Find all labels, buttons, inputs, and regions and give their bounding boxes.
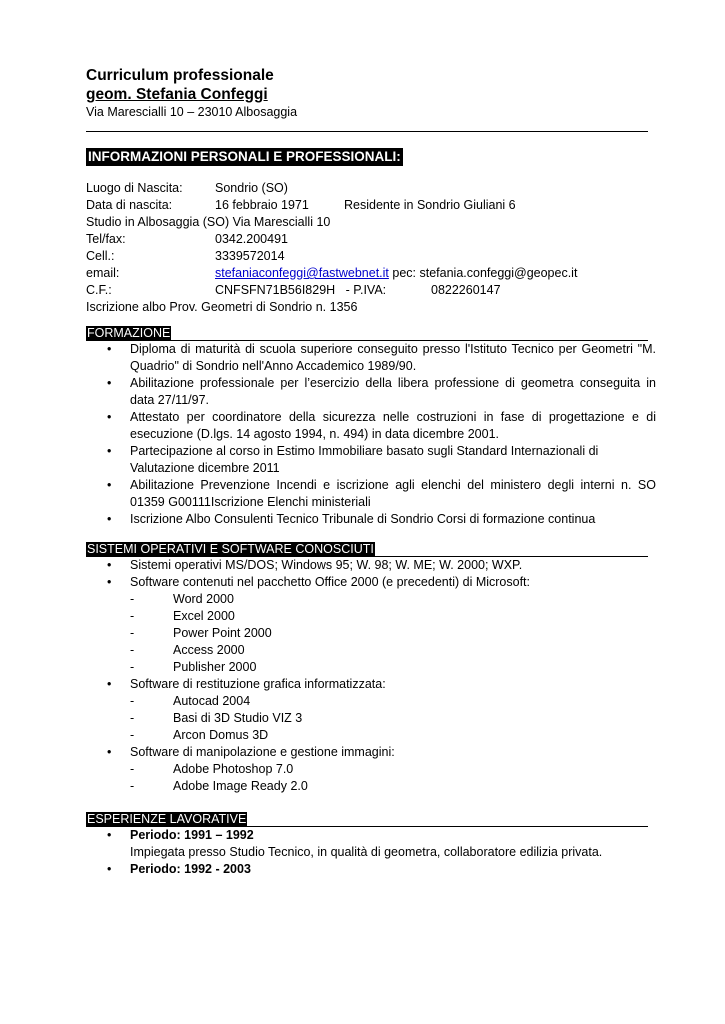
birthdate-value: 16 febbraio 1971 [215,198,309,212]
tel-label: Tel/fax: [86,232,126,246]
list-item: • Software di restituzione grafica informatizzata: [107,677,386,691]
esperienze-list [86,827,661,878]
birthplace-value: Sondrio (SO) [215,181,288,195]
cv-page [86,66,661,878]
bullet-icon: • [107,342,112,356]
esperienze-heading: ESPERIENZE LAVORATIVE [87,812,247,826]
dash-icon: - [130,728,135,742]
period-1-description: Impiegata presso Studio Tecnico, in qualità di geometra, collaboratore edilizia privata. [130,845,603,859]
header-divider [86,120,648,132]
bullet-icon: • [107,828,112,842]
list-item [86,827,656,861]
bullet-icon: • [107,862,112,876]
email-link[interactable]: stefaniaconfeggi@fastwebnet.it [215,266,389,280]
software-list [86,557,661,591]
dash-icon: - [130,643,135,657]
pec-text: pec: stefania.confeggi@geopec.it [388,266,578,280]
list-item: • Attestato per coordinatore della sicurezza nelle costruzioni in fase di progettazione e di esecuzione (D.lgs. 14 agosto 1994, n. 494) in data dicembre 2001. [107,410,656,441]
dash-icon: - [130,762,135,776]
bullet-icon: • [107,558,112,572]
list-item: • Abilitazione professionale per l’esercizio della libera professione di geometra conseguita in data 27/11/97. [107,376,656,407]
sub-list-item: - Publisher 2000 [130,660,257,674]
dash-icon: - [130,779,135,793]
sub-list-item: - Word 2000 [130,592,234,606]
tel-value: 0342.200491 [215,232,288,246]
sub-list-item: - Autocad 2004 [130,694,251,708]
bullet-icon: • [107,677,112,691]
sub-list-item: - Access 2000 [130,643,245,657]
grafica-list [86,693,661,744]
document-title: Curriculum professionale [86,67,274,84]
albo-text: Iscrizione albo Prov. Geometri di Sondrio n. 1356 [86,300,358,314]
dash-icon: - [130,609,135,623]
formazione-section-header [86,326,648,341]
bullet-icon: • [107,745,112,759]
list-item: • Abilitazione Prevenzione Incendi e iscrizione agli elenchi del ministero degli interni n. SO 01359 G00111Iscrizione Elenchi ministeriali [107,478,656,509]
dash-icon: - [130,592,135,606]
list-item: • Software contenuti nel pacchetto Office 2000 (e precedenti) di Microsoft: [107,575,530,589]
sub-list-item: - Arcon Domus 3D [130,728,269,742]
bullet-icon: • [107,575,112,589]
list-item: • Sistemi operativi MS/DOS; Windows 95; W. 98; W. ME; W. 2000; WXP. [107,558,523,572]
personal-info [86,180,661,316]
sub-list-item: - Power Point 2000 [130,626,272,640]
bullet-icon: • [107,376,112,390]
office-list [86,591,661,676]
personal-info-heading: INFORMAZIONI PERSONALI E PROFESSIONALI: [88,149,401,164]
list-item: • Software di manipolazione e gestione immagini: [107,745,395,759]
esperienze-section-header [86,812,648,827]
sub-list-item: - Excel 2000 [130,609,235,623]
software-heading: SISTEMI OPERATIVI E SOFTWARE CONOSCIUTI [87,542,374,556]
piva-value: 0822260147 [431,283,501,297]
birthplace-label: Luogo di Nascita: [86,181,183,195]
cell-value: 3339572014 [215,249,285,263]
cell-label: Cell.: [86,249,115,263]
period-1: Periodo: 1991 – 1992 [130,828,254,842]
list-item [86,861,656,878]
person-name: geom. Stefania Confeggi [86,86,268,103]
formazione-heading: FORMAZIONE [87,326,171,340]
sub-list-item: - Adobe Image Ready 2.0 [130,779,308,793]
period-2: Periodo: 1992 - 2003 [130,862,251,876]
dash-icon: - [130,660,135,674]
residence-text: Residente in Sondrio Giuliani 6 [344,198,516,212]
cf-label: C.F.: [86,283,112,297]
dash-icon: - [130,626,135,640]
immagini-list [86,761,661,795]
software-section-header [86,542,648,557]
bullet-icon: • [107,410,112,424]
software-list-2 [86,676,661,693]
list-item: • Partecipazione al corso in Estimo Immobiliare basato sugli Standard Internazionali di Valutazione dicembre 2011 [107,444,599,475]
cf-value: CNFSFN71B56I829H - P.IVA: [215,283,387,297]
email-label: email: [86,266,120,280]
sub-list-item: - Adobe Photoshop 7.0 [130,762,294,776]
studio-text: Studio in Albosaggia (SO) Via Marescialli 10 [86,215,331,229]
software-list-3 [86,744,661,761]
list-item: • Diploma di maturità di scuola superiore conseguito presso l'Istituto Tecnico per Geometri "M. Quadrio" di Sondrio nell'Anno Accademico 1989/90. [107,342,656,373]
bullet-icon: • [107,444,112,458]
dash-icon: - [130,711,135,725]
formazione-list [86,341,661,528]
list-item: • Iscrizione Albo Consulenti Tecnico Tribunale di Sondrio Corsi di formazione continua [107,512,596,526]
birthdate-label: Data di nascita: [86,198,173,212]
sub-list-item: - Basi di 3D Studio VIZ 3 [130,711,303,725]
dash-icon: - [130,694,135,708]
bullet-icon: • [107,478,112,492]
address: Via Marescialli 10 – 23010 Albosaggia [86,105,298,119]
bullet-icon: • [107,512,112,526]
